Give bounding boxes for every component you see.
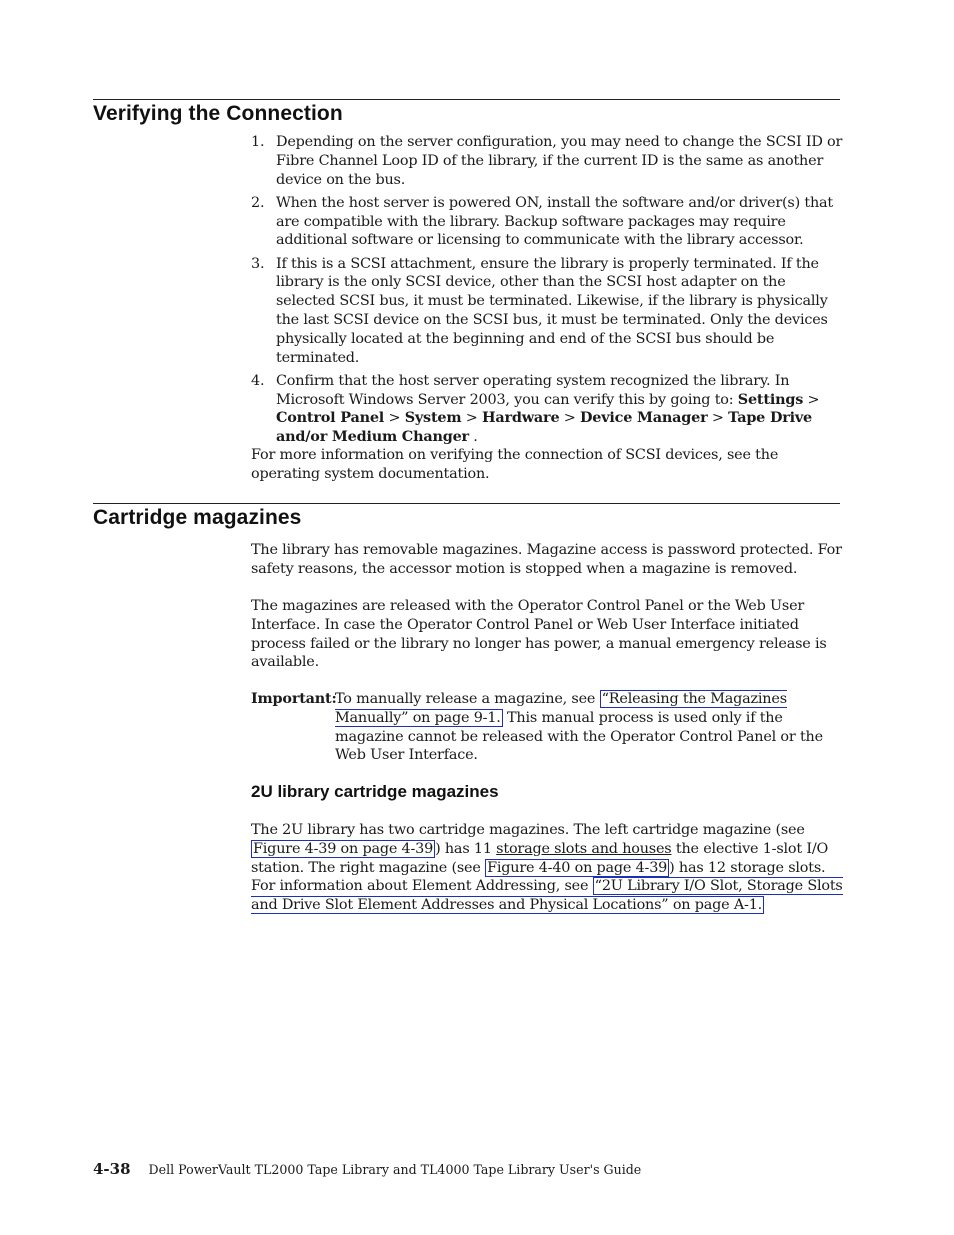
important-label: Important: (251, 690, 337, 707)
step-item (251, 255, 843, 368)
heading-verifying-connection: Verifying the Connection (93, 102, 343, 125)
heading-cartridge-magazines: Cartridge magazines (93, 506, 302, 529)
cartridge-paragraph-2: The magazines are released with the Operator Control Panel or the Web User Interface. In case the Operator Control Panel or Web User Interface initiated process failed or the library no longer has power, a manual emergency release is available. (251, 598, 827, 671)
step-text: Depending on the server configuration, you may need to change the SCSI ID or Fibre Channel Loop ID of the library, if the current ID is the same as another device on the bus. (276, 134, 843, 188)
link-releasing-magazines[interactable]: “Releasing the Magazines Manually” on page 9-1. (335, 691, 787, 726)
step-text: . (468, 429, 478, 446)
link-2u-element-addresses[interactable]: “2U Library I/O Slot, Storage Slots and Drive Slot Element Addresses and Physical Locations” on page A-1. (251, 878, 843, 914)
step-number: 1. (251, 134, 265, 150)
menu-path-item: Hardware (481, 409, 560, 427)
section-rule-cartridge (93, 503, 840, 504)
menu-path-item: Settings (737, 390, 804, 408)
page-number: 4-38 (93, 1160, 131, 1178)
2u-paragraph: The 2U library has two cartridge magazines. The left cartridge magazine (see Figure 4-39 on page 4-39 ) has 11 storage slots and houses the elective 1-slot I/O station. The right magazine (see Figure 4-40 on page 4-39 ) has 12 storage slots. For information about Element Addressing, see “2U Library I/O Slot, Storage Slots and Drive Slot Element Addresses and Physical Locations” on page A-1. (251, 822, 843, 914)
important-text: To manually release a magazine, see “Releasing the Magazines Manually” on page 9-1. This manual process is used only if the magazine cannot be released with the Operator Control Panel or the Web User Interface. (335, 691, 823, 764)
step-text: Confirm that the host server operating system recognized the library. In Microsoft Windows Server 2003, you can verify this by going to: (276, 372, 790, 408)
step-number: 2. (251, 194, 265, 211)
step-number: 4. (251, 372, 265, 389)
steps-list (251, 133, 843, 451)
menu-path-item: Device Manager (580, 409, 708, 427)
menu-path-item: Control Panel (276, 409, 385, 427)
cartridge-paragraph-1: The library has removable magazines. Magazine access is password protected. For safety reasons, the accessor motion is stopped when a magazine is removed. (251, 542, 842, 577)
step-text: > (384, 410, 405, 427)
step-text: > (461, 410, 482, 427)
book-title: Dell PowerVault TL2000 Tape Library and TL4000 Tape Library User's Guide (148, 1162, 642, 1177)
step-item (251, 133, 843, 189)
step-text: > (803, 391, 820, 408)
step-number: 3. (251, 255, 265, 272)
underlined-storage-slots: storage slots and houses (496, 840, 672, 857)
step-text: > (707, 410, 729, 427)
step-text: When the host server is powered ON, install the software and/or driver(s) that are compatible with the library. Backup software packages may require additional software or licensing to communicate with the library accessor. (276, 194, 833, 249)
step-text: If this is a SCSI attachment, ensure the library is properly terminated. If the library is the only SCSI device, other than the SCSI host adapter on the selected SCSI bus, it must be terminated. Likewise, if the library is physically the last SCSI device on the SCSI bus, it must be terminated. Only the devices physically located at the beginning and end of the SCSI bus should be terminated. (276, 255, 828, 366)
heading-2u-magazines: 2U library cartridge magazines (251, 782, 499, 801)
step-text: > (559, 410, 581, 427)
page-footer (93, 1160, 641, 1178)
menu-path-item: System (404, 409, 462, 427)
step-item (251, 194, 843, 250)
step-item (251, 372, 843, 447)
menu-path-item: Tape Drive and/or Medium Changer (276, 409, 812, 446)
link-figure-4-40[interactable]: Figure 4-40 on page 4-39 (487, 859, 668, 876)
verify-note: For more information on verifying the connection of SCSI devices, see the operating system documentation. (251, 447, 779, 482)
link-figure-4-39[interactable]: Figure 4-39 on page 4-39 (253, 840, 434, 857)
section-rule-top (93, 99, 840, 100)
